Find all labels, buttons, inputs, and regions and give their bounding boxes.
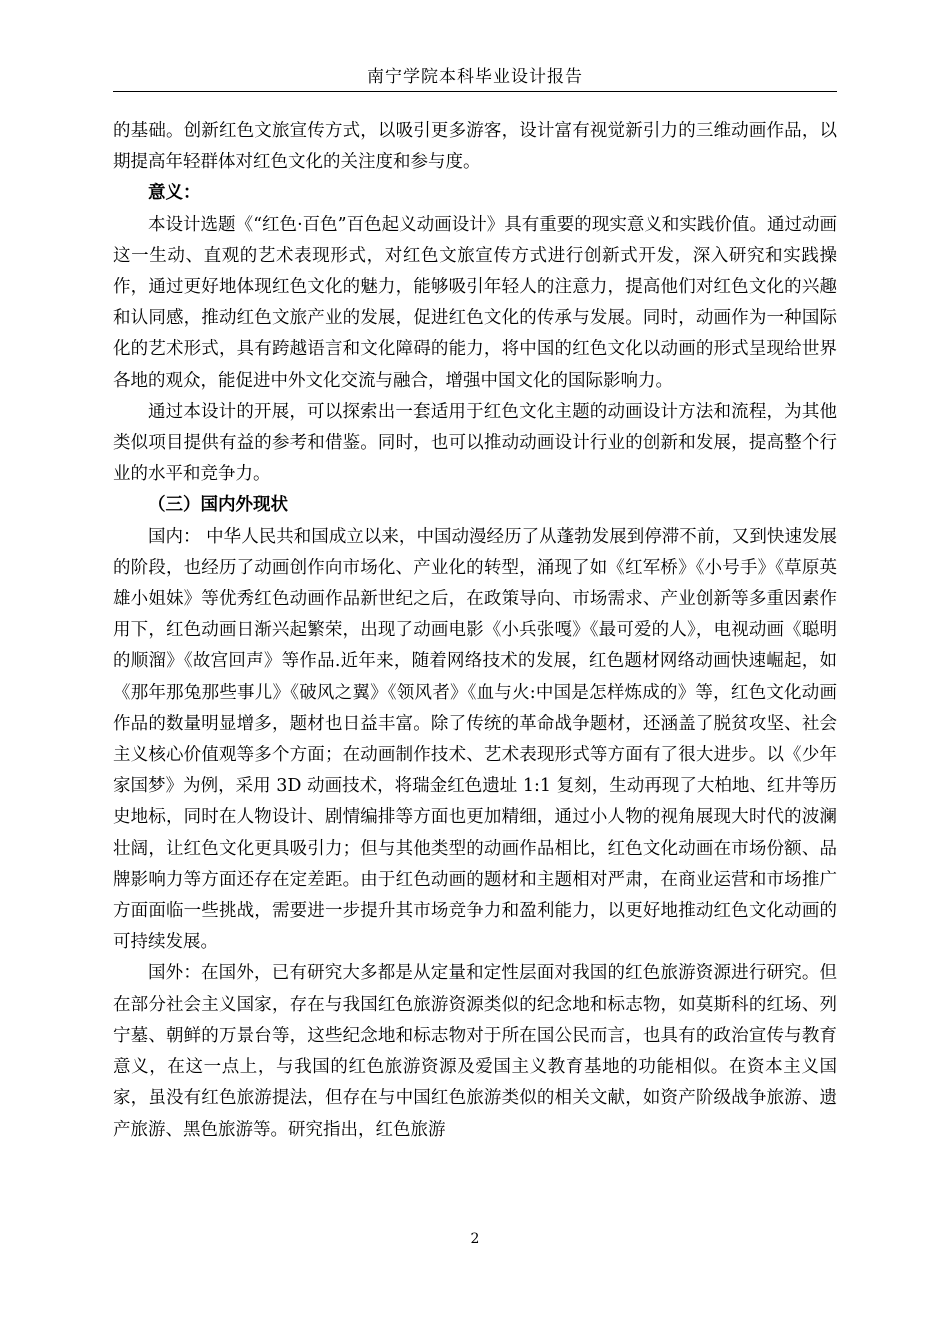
section-heading-significance: 意义： [148,183,201,204]
page-header-title: 南宁学院本科毕业设计报告 [367,67,583,87]
body-text [113,116,837,1146]
section-heading-status: （三）国内外现状 [148,495,288,516]
page-number: 2 [470,1231,480,1247]
paragraph-domestic: 国内： 中华人民共和国成立以来，中国动漫经历了从蓬勃发展到停滞不前，又到快速发展的阶段，也经历了动画创作向市场化、产业化的转型，涌现了如《红军桥》《小号手》《草原英雄小姐妹》等优秀红色动画作品新世纪之后，在政策导向、市场需求、产业创新等多重因素作用下，红色动画日渐兴起繁荣，出现了动画电影《小兵张嘎》《最可爱的人》，电视动画《聪明的顺溜》《故宫回声》等作品.近年来，随着网络技术的发展，红色题材网络动画快速崛起，如《那年那兔那些事儿》《破风之翼》《领风者》《血与火:中国是怎样炼成的》等，红色文化动画作品的数量明显增多，题材也日益丰富。除了传统的革命战争题材，还涵盖了脱贫攻坚、社会主义核心价值观等多个方面；在动画制作技术、艺术表现形式等方面有了很大进步。以《少年家国梦》为例，采用 3D 动画技术，将瑞金红色遗址 1:1 复刻，生动再现了大柏地、红井等历史地标，同时在人物设计、剧情编排等方面也更加精细，通过小人物的视角展现大时代的波澜壮阔，让红色文化更具吸引力；但与其他类型的动画作品相比，红色文化动画在市场份额、品牌影响力等方面还存在定差距。由于红色动画的题材和主题相对严肃，在商业运营和市场推广方面面临一些挑战，需要进一步提升其市场竞争力和盈利能力，以更好地推动红色文化动画的可持续发展。 [113,526,837,953]
header-divider [113,91,837,92]
paragraph-continuation: 的基础。创新红色文旅宣传方式，以吸引更多游客，设计富有视觉新引力的三维动画作品，以期提高年轻群体对红色文化的关注度和参与度。 [113,121,837,173]
paragraph-foreign: 国外：在国外，已有研究大多都是从定量和定性层面对我国的红色旅游资源进行研究。但在部分社会主义国家，存在与我国红色旅游资源类似的纪念地和标志物，如莫斯科的红场、列宁墓、朝鲜的万景台等，这些纪念地和标志物对于所在国公民而言，也具有的政治宣传与教育意义，在这一点上，与我国的红色旅游资源及爱国主义教育基地的功能相似。在资本主义国家，虽没有红色旅游提法，但存在与中国红色旅游类似的相关文献，如资产阶级战争旅游、遗产旅游、黑色旅游等。研究指出，红色旅游 [113,963,837,1140]
paragraph-significance: 本设计选题《“红色·百色”百色起义动画设计》具有重要的现实意义和实践价值。通过动画这一生动、直观的艺术表现形式，对红色文旅宣传方式进行创新式开发，深入研究和实践操作，通过更好地体现红色文化的魅力，能够吸引年轻人的注意力，提高他们对红色文化的兴趣和认同感，推动红色文旅产业的发展，促进红色文化的传承与发展。同时，动画作为一种国际化的艺术形式，具有跨越语言和文化障碍的能力，将中国的红色文化以动画的形式呈现给世界各地的观众，能促进中外文化交流与融合，增强中国文化的国际影响力。 [113,214,837,391]
paragraph-design-value: 通过本设计的开展，可以探索出一套适用于红色文化主题的动画设计方法和流程，为其他类似项目提供有益的参考和借鉴。同时，也可以推动动画设计行业的创新和发展，提高整个行业的水平和竞争力。 [113,401,837,485]
